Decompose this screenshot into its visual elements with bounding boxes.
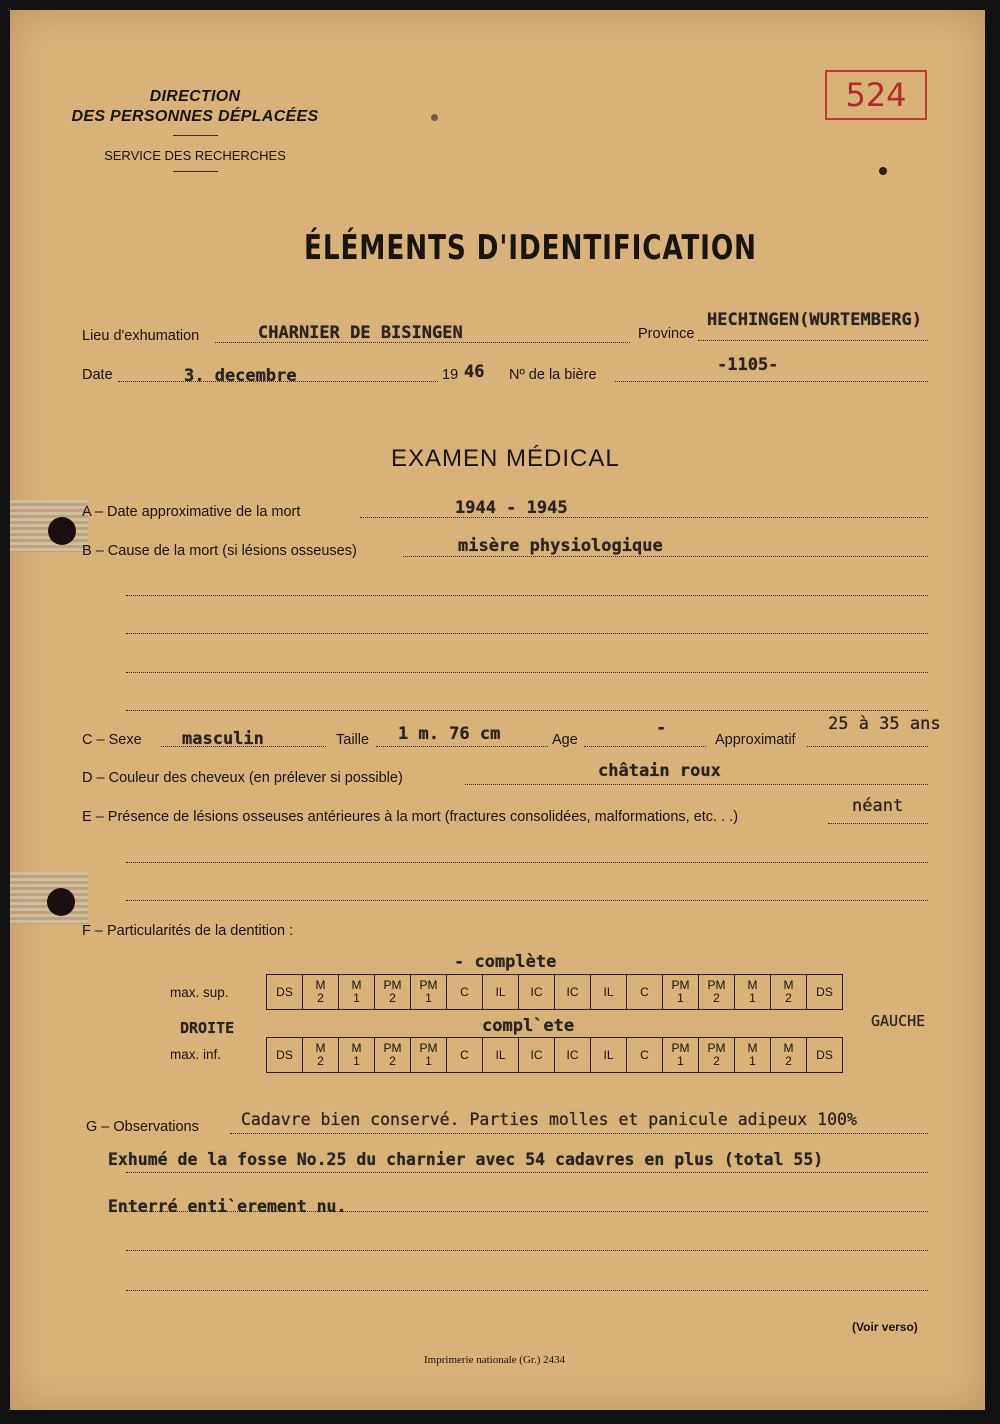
spot xyxy=(431,114,438,121)
lieu-label: Lieu d'exhumation xyxy=(82,328,200,344)
province-label: Province xyxy=(638,326,695,342)
exam-e-value: néant xyxy=(852,796,904,816)
tooth-cell xyxy=(339,975,375,1010)
tooth-type: M xyxy=(747,978,758,992)
tooth-type: IL xyxy=(603,1047,614,1062)
tooth-cell xyxy=(735,975,771,1010)
blank-line xyxy=(126,900,928,901)
tooth-cell xyxy=(339,1038,375,1073)
tooth-type: PM xyxy=(671,1041,690,1055)
tooth-cell xyxy=(375,1038,411,1073)
punch-hole xyxy=(47,888,75,916)
tooth-cell xyxy=(663,975,699,1010)
exam-a-label: A – Date approximative de la mort xyxy=(82,504,301,520)
tooth-cell xyxy=(771,1038,807,1073)
lower-teeth-chart xyxy=(266,1037,843,1073)
date-label: Date xyxy=(82,367,113,383)
approx-line xyxy=(807,746,928,747)
taille-value: 1 m. 76 cm xyxy=(398,724,501,744)
tooth-number: 1 xyxy=(353,1054,360,1068)
tooth-number: 2 xyxy=(317,991,324,1005)
tooth-cell xyxy=(483,975,519,1010)
punch-hole xyxy=(48,517,76,545)
header-divider-2 xyxy=(173,171,218,172)
header-divider xyxy=(173,135,218,136)
tooth-cell xyxy=(699,975,735,1010)
tooth-number: 2 xyxy=(713,1054,720,1068)
observation-line-3: Enterré enti`erement nu. xyxy=(108,1197,347,1216)
biere-value: -1105- xyxy=(717,355,779,375)
tooth-cell xyxy=(735,1038,771,1073)
tooth-number: 1 xyxy=(749,1054,756,1068)
sexe-value: masculin xyxy=(182,729,264,749)
tooth-cell xyxy=(303,1038,339,1073)
blank-line xyxy=(126,672,928,673)
tooth-number: 1 xyxy=(677,1054,684,1068)
lower-dentition-note: compl`ete xyxy=(482,1016,575,1036)
max-sup-label: max. sup. xyxy=(170,985,229,1000)
gauche-label: GAUCHE xyxy=(871,1012,926,1030)
tooth-cell xyxy=(627,1038,663,1073)
taille-label: Taille xyxy=(336,732,370,748)
tooth-cell xyxy=(555,975,591,1010)
droite-label: DROITE xyxy=(180,1019,235,1037)
tooth-cell xyxy=(663,1038,699,1073)
tooth-type: IC xyxy=(566,984,579,999)
tooth-number: 1 xyxy=(425,991,432,1005)
tooth-type: IC xyxy=(530,1047,543,1062)
page-title: ÉLÉMENTS D'IDENTIFICATION xyxy=(304,228,757,268)
tooth-type: IC xyxy=(530,984,543,999)
tooth-type: M xyxy=(783,978,794,992)
tooth-cell xyxy=(411,1038,447,1073)
tooth-type: DS xyxy=(816,1047,833,1062)
exam-a-line xyxy=(360,517,928,518)
observation-line-2: Exhumé de la fosse No.25 du charnier avec 54 cadavres en plus (total 55) xyxy=(108,1150,824,1169)
tooth-number: 1 xyxy=(425,1054,432,1068)
tooth-number: 2 xyxy=(785,1054,792,1068)
tooth-cell xyxy=(807,1038,843,1073)
exam-b-label: B – Cause de la mort (si lésions osseuses) xyxy=(82,543,357,559)
tooth-type: M xyxy=(315,1041,326,1055)
tooth-type: PM xyxy=(383,978,402,992)
spot xyxy=(879,167,887,175)
age-label: Age xyxy=(552,732,578,748)
year-suffix: 46 xyxy=(464,362,485,382)
tooth-type: C xyxy=(640,1047,649,1062)
tooth-cell xyxy=(807,975,843,1010)
tooth-number: 1 xyxy=(749,991,756,1005)
tooth-cell xyxy=(591,975,627,1010)
blank-line xyxy=(126,1250,928,1251)
tooth-cell xyxy=(303,975,339,1010)
tooth-cell xyxy=(699,1038,735,1073)
biere-line xyxy=(615,381,928,382)
tooth-number: 2 xyxy=(389,991,396,1005)
tooth-cell xyxy=(411,975,447,1010)
exam-d-label: D – Couleur des cheveux (en prélever si possible) xyxy=(82,770,403,786)
tooth-cell xyxy=(555,1038,591,1073)
printer-mark: Imprimerie nationale (Gr.) 2434 xyxy=(424,1354,566,1366)
age-line xyxy=(584,746,706,747)
tooth-type: M xyxy=(747,1041,758,1055)
tooth-type: PM xyxy=(671,978,690,992)
biere-label: Nº de la bière xyxy=(509,367,597,383)
service-name: SERVICE DES RECHERCHES xyxy=(104,148,286,163)
tooth-type: DS xyxy=(276,984,293,999)
tooth-cell xyxy=(447,1038,483,1073)
tooth-type: IL xyxy=(495,984,506,999)
tooth-number: 2 xyxy=(713,991,720,1005)
exam-a-value: 1944 - 1945 xyxy=(455,498,568,518)
blank-line xyxy=(126,595,928,596)
year-prefix: 19 xyxy=(442,367,459,383)
tooth-number: 1 xyxy=(353,991,360,1005)
tooth-cell xyxy=(483,1038,519,1073)
age-value: - xyxy=(656,718,667,738)
tooth-number: 2 xyxy=(785,991,792,1005)
tooth-type: DS xyxy=(816,984,833,999)
date-value: 3. decembre xyxy=(184,366,297,386)
tooth-cell xyxy=(267,1038,303,1073)
exam-b-value: misère physiologique xyxy=(458,536,663,556)
exam-d-line xyxy=(465,784,928,785)
direction-line2: DES PERSONNES DÉPLACÉES xyxy=(71,108,319,125)
exam-b-line xyxy=(403,556,928,557)
blank-line xyxy=(126,710,928,711)
tooth-cell xyxy=(591,1038,627,1073)
tooth-type: IL xyxy=(495,1047,506,1062)
direction-line1: DIRECTION xyxy=(149,88,241,105)
blank-line xyxy=(126,862,928,863)
form-sheet xyxy=(10,10,985,1410)
document-number-stamp: 524 xyxy=(825,70,927,120)
tooth-type: M xyxy=(351,978,362,992)
upper-dentition-note: - complète xyxy=(454,952,557,972)
blank-line xyxy=(126,633,928,634)
blank-line xyxy=(126,1290,928,1291)
tooth-number: 2 xyxy=(389,1054,396,1068)
province-line xyxy=(698,340,928,341)
tooth-cell xyxy=(447,975,483,1010)
tooth-type: IL xyxy=(603,984,614,999)
voir-verso-note: (Voir verso) xyxy=(852,1320,918,1334)
tooth-type: C xyxy=(640,984,649,999)
exam-e-label: E – Présence de lésions osseuses antérieures à la mort (fractures consolidées, malformations, etc. . .) xyxy=(82,809,739,825)
tooth-type: M xyxy=(351,1041,362,1055)
observations-label: G – Observations xyxy=(86,1119,199,1135)
lieu-value: CHARNIER DE BISINGEN xyxy=(258,323,463,343)
tooth-cell xyxy=(627,975,663,1010)
tooth-type: IC xyxy=(566,1047,579,1062)
exam-d-value: châtain roux xyxy=(598,761,721,781)
tooth-cell xyxy=(267,975,303,1010)
tooth-type: DS xyxy=(276,1047,293,1062)
tooth-type: PM xyxy=(419,1041,438,1055)
upper-teeth-chart xyxy=(266,974,843,1010)
approx-label: Approximatif xyxy=(715,732,796,748)
tooth-cell xyxy=(519,975,555,1010)
tooth-type: PM xyxy=(707,978,726,992)
max-inf-label: max. inf. xyxy=(170,1047,222,1062)
approx-value: 25 à 35 ans xyxy=(828,714,941,734)
tooth-type: C xyxy=(460,1047,469,1062)
exam-title: EXAMEN MÉDICAL xyxy=(391,445,620,472)
tooth-type: C xyxy=(460,984,469,999)
exam-f-label: F – Particularités de la dentition : xyxy=(82,923,294,939)
taille-line xyxy=(376,746,548,747)
obs-line-1 xyxy=(230,1133,928,1134)
tooth-type: M xyxy=(315,978,326,992)
tooth-cell xyxy=(375,975,411,1010)
tooth-number: 1 xyxy=(677,991,684,1005)
obs-line-2 xyxy=(126,1172,928,1173)
tooth-type: PM xyxy=(419,978,438,992)
province-value: HECHINGEN(WURTEMBERG) xyxy=(707,310,922,330)
tooth-number: 2 xyxy=(317,1054,324,1068)
tooth-type: PM xyxy=(707,1041,726,1055)
exam-c-label: C – Sexe xyxy=(82,732,142,748)
tooth-type: PM xyxy=(383,1041,402,1055)
tooth-cell xyxy=(771,975,807,1010)
tooth-type: M xyxy=(783,1041,794,1055)
observation-line-1: Cadavre bien conservé. Parties molles et panicule adipeux 100% xyxy=(241,1110,857,1129)
exam-e-line xyxy=(828,823,928,824)
tooth-cell xyxy=(519,1038,555,1073)
